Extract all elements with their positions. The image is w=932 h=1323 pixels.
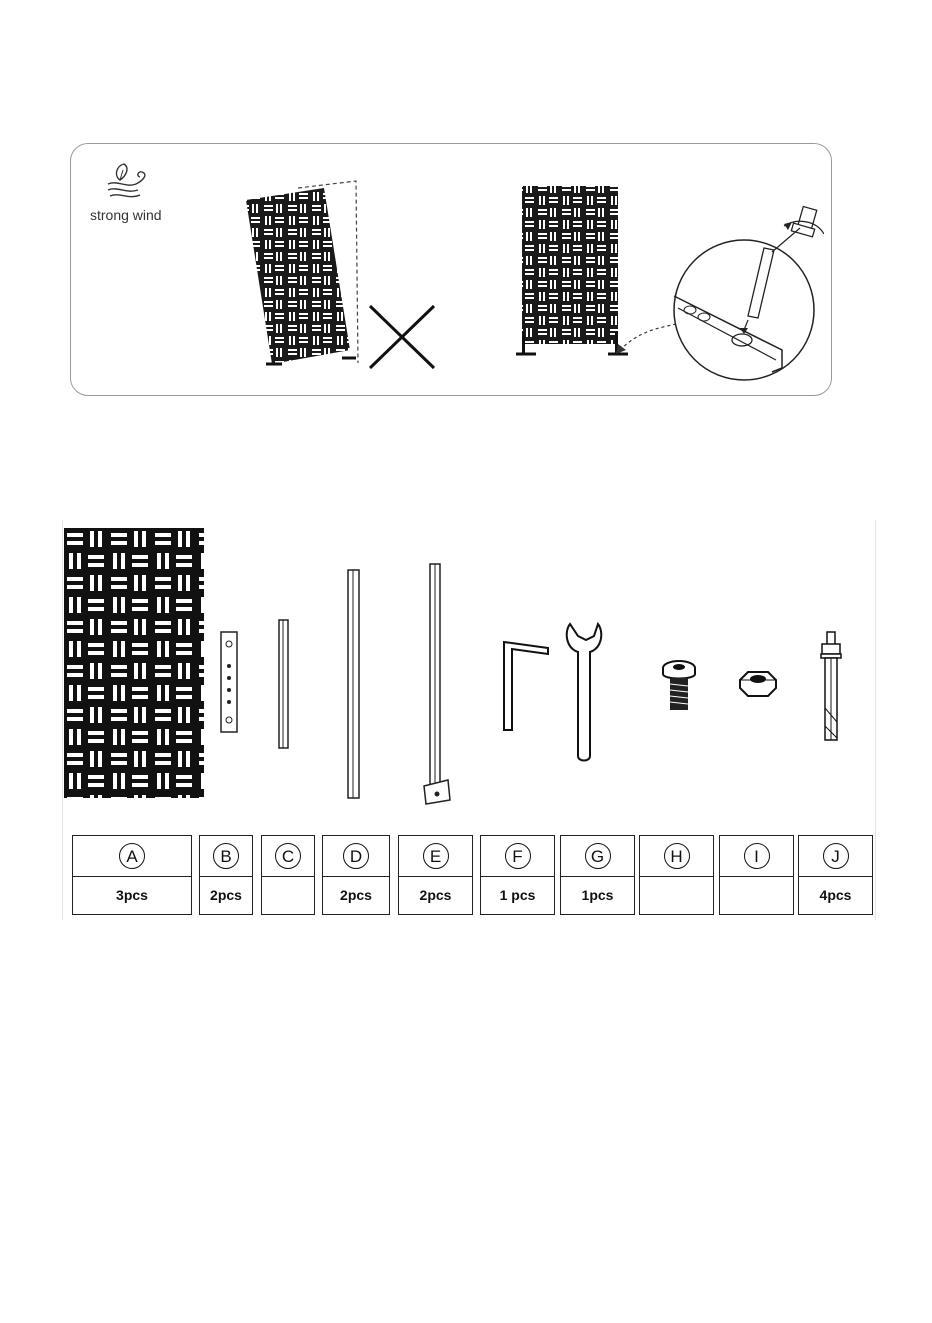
- part-letter: J: [823, 843, 849, 869]
- part-letter: A: [119, 843, 145, 869]
- panel-icon: [64, 528, 204, 798]
- post-with-foot-icon: [420, 562, 454, 808]
- anchor-detail-icon: [664, 200, 824, 390]
- part-quantity: 2pcs: [419, 887, 452, 903]
- long-rail-icon: [345, 568, 363, 800]
- part-cell-a: [72, 835, 192, 915]
- short-rail-icon: [276, 618, 292, 750]
- part-cell-c: [261, 835, 315, 915]
- part-letter: C: [275, 843, 301, 869]
- connector-plate-icon: [218, 630, 242, 734]
- part-quantity: 2pcs: [210, 887, 242, 903]
- part-letter: G: [585, 843, 611, 869]
- part-quantity: 3pcs: [116, 887, 148, 903]
- part-quantity: [640, 876, 713, 914]
- nut-icon: [736, 668, 778, 702]
- part-quantity: 2pcs: [340, 887, 372, 903]
- part-cell-d: [322, 835, 390, 915]
- part-cell-e: [398, 835, 473, 915]
- part-cell-f: [480, 835, 555, 915]
- part-letter: B: [213, 843, 239, 869]
- bolt-icon: [660, 658, 698, 714]
- part-quantity: 1 pcs: [499, 887, 536, 903]
- part-letter: D: [343, 843, 369, 869]
- part-quantity: [262, 876, 314, 914]
- part-cell-b: [199, 835, 253, 915]
- expansion-anchor-icon: [816, 630, 846, 744]
- part-letter: E: [423, 843, 449, 869]
- part-letter: I: [744, 843, 770, 869]
- part-quantity: 1pcs: [581, 887, 614, 903]
- part-quantity: [720, 876, 793, 914]
- part-quantity: 4pcs: [819, 887, 852, 903]
- wrench-icon: [562, 620, 608, 764]
- strong-wind-label: strong wind: [90, 207, 162, 223]
- part-letter: H: [664, 843, 690, 869]
- part-letter: F: [505, 843, 531, 869]
- tilted-panel-icon: [238, 178, 368, 378]
- part-cell-j: [798, 835, 873, 915]
- part-cell-h: [639, 835, 714, 915]
- wind-icon: [104, 158, 154, 208]
- allen-key-icon: [500, 638, 552, 734]
- cross-icon: [364, 300, 440, 374]
- part-cell-g: [560, 835, 635, 915]
- part-cell-i: [719, 835, 794, 915]
